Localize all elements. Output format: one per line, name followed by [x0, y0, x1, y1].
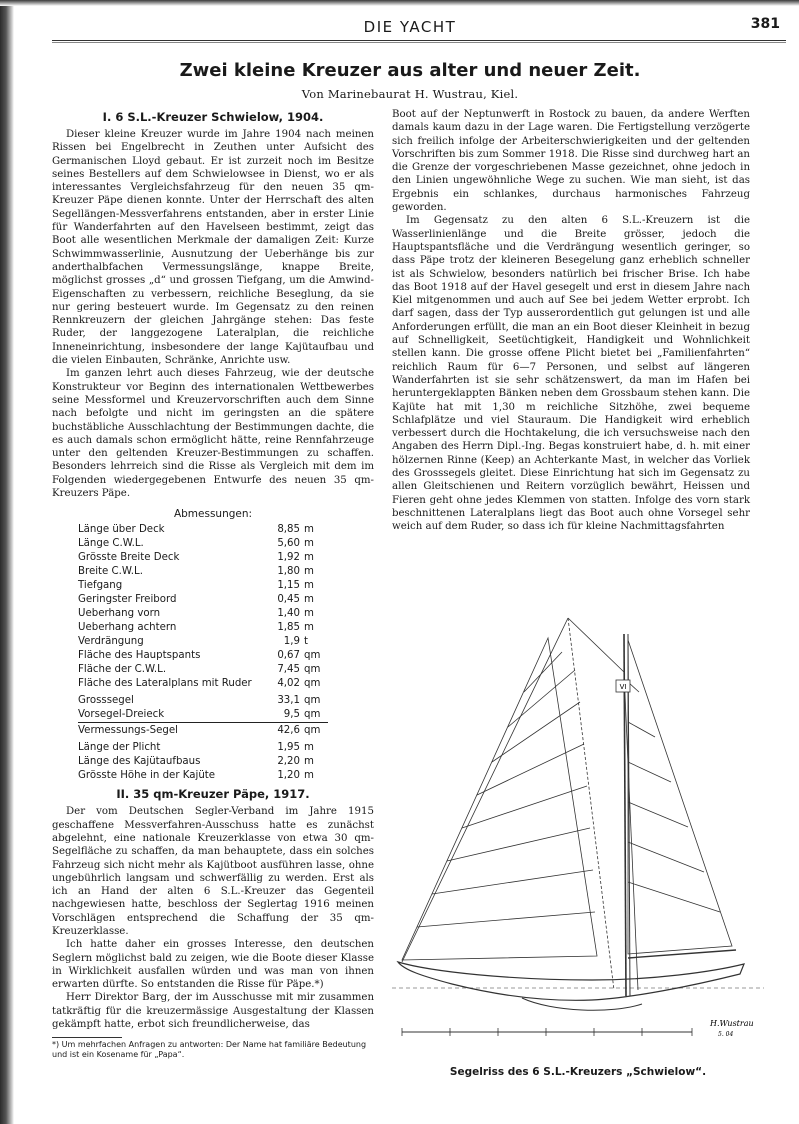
dimension-label: Grösste Höhe in der Kajüte: [78, 770, 216, 782]
scan-border-top: [0, 0, 799, 6]
dimension-row: [78, 523, 328, 537]
dimension-label: Grösste Breite Deck: [78, 552, 180, 564]
dimension-value: 7,45: [277, 664, 300, 676]
dimension-unit: qm: [304, 664, 321, 676]
sail-plan-drawing: [392, 612, 764, 1062]
header-rule: [52, 40, 786, 43]
dimension-unit: qm: [304, 678, 321, 690]
main-sail: [628, 640, 732, 954]
dimension-value: 1,85: [277, 622, 300, 634]
dimension-row: [78, 769, 328, 783]
dimension-label: Vermessungs-Segel: [78, 723, 256, 739]
signature-date: 5. 04: [718, 1031, 734, 1038]
dimension-row: [78, 738, 328, 755]
dimension-label: Länge des Kajütaufbaus: [78, 756, 201, 768]
dimensions-heading: Abmessungen:: [173, 508, 253, 521]
dimension-unit: qm: [304, 695, 321, 707]
dimension-value: 33,1: [277, 695, 300, 707]
left-column: [52, 108, 374, 1060]
dimension-row: [78, 708, 328, 723]
dimension-label: Tiefgang: [78, 580, 123, 592]
dimension-value: 1,40: [277, 608, 300, 620]
sail-plan-figure: [392, 612, 764, 1082]
page-header: [40, 14, 780, 40]
figure-caption: Segelriss des 6 S.L.-Kreuzers „Schwielow“.: [449, 1066, 707, 1078]
dimension-value: 1,9: [283, 636, 300, 648]
dimension-unit: m: [304, 594, 314, 606]
dimension-unit: m: [304, 608, 314, 620]
body-paragraph: Der vom Deutschen Segler-Verband im Jahre 1915 geschaffene Messverfahren-Ausschuss hatte es zunächst abgelehnt, eine nationale Kreuzerklasse von etwa 30 qm-Segelfläche zu schaffen, da man behauptete, dass ein solches Fahrzeug sich nicht mehr als Kajütboot ausführen lasse, ohne ungebührlich langsam und schwerfällig zu werden. Erst als ich an Hand der alten 6 S.L.-Kreuzer das Gegenteil nachgewiesen hatte, beschloss der Seglertag 1916 meinen Vorschlägen entsprechend die Schaffung der 35 qm-Kreuzerklasse.: [52, 806, 374, 937]
dimension-row: [78, 621, 328, 635]
body-paragraph: Im Gegensatz zu den alten 6 S.L.-Kreuzern ist die Wasserlinienlänge und die Breite grösser, jedoch die Hauptspantsfläche und die Verdrängung wesentlich geringer, so dass Päpe trotz der kleineren Besegelung ganz erheblich schneller ist als Schwielow, besonders natürlich bei frischer Brise. Ich habe das Boot 1918 auf der Havel gesegelt und erst in diesem Jahre nach Kiel mitgenommen und auch auf See bei jedem Wetter erprobt. Ich darf sagen, dass der Typ ausserordentlich gut gelungen ist und alle Anforderungen erfüllt, die man an ein Boot dieser Kleinheit in bezug auf Schnelligkeit, Seetüchtigkeit, Handigkeit und Wohnlichkeit stellen kann. Die grosse offene Plicht bietet bei „Familienfahrten“ reichlich Raum für 6—7 Personen, und selbst auf längeren Wanderfahrten ist sie sehr schätzenswert, da man im Hafen bei heruntergeklappten Bänken neben dem Grossbaum stehen kann. Die Kajüte hat mit 1,30 m reichliche Sitzhöhe, zwei bequeme Schlafplätze und viel Stauraum. Die Handigkeit wird erheblich verbessert durch die Hochtakelung, die ich versuchsweise nach den Angaben des Herrn Dipl.-Ing. Begas konstruiert habe, d. h. mit einer hölzernen Rinne (Keep) an Achterkante Mast, in welcher das Vorliek des Grosssegels gleitet. Diese Einrichtung hat sich im Gegensatz zu allen Gleitschienen und Reitern vorzüglich bewährt, Heissen und Fieren geht ohne jedes Klemmen von statten. Infolge des vorn stark beschnittenen Lateralplans liegt das Boot auch ohne Vorsegel sehr weich auf dem Ruder, so dass ich für kleine Nachmittagsfahrten: [392, 215, 750, 533]
body-paragraph: Dieser kleine Kreuzer wurde im Jahre 1904 nach meinen Rissen bei Engelbrecht in Zeuthen unter Aufsicht des Germanischen Lloyd gebaut. Er ist zurzeit noch im Besitze seines Bestellers auf dem Schwielowsee in Dienst, wo er als interessantes Vergleichsfahrzeug für den neuen 35 qm-Kreuzer Päpe dienen konnte. Unter der Herrschaft des alten Segellängen-Messverfahrens entstanden, aber in erster Linie für Wanderfahrten auf den Havelseen bestimmt, zeigt das Boot alle wesentlichen Merkmale der damaligen Zeit: Kurze Schwimmwasserlinie, Ausnutzung der Ueberhänge bis zur anderthalbfachen Vermessungslänge, knappe Breite, möglichst grosses „d“ und grossen Tiefgang, um die Amwind-Eigenschaften zu verbessern, reichliche Beseglung, da sie nur gering besteuert wurde. Im Gegensatz zu den reinen Rennkreuzern der gleichen Jahrgänge stehen: Das feste Ruder, der langgezogene Lateralplan, die reichliche Inneneinrichtung, insbesondere der lange Kajütaufbau und die vielen Einbauten, Schränke, Anrichte usw.: [52, 129, 374, 367]
body-paragraph: Boot auf der Neptunwerft in Rostock zu bauen, da andere Werften damals kaum dazu in der Lage waren. Die Fertigstellung verzögerte sich freilich infolge der Arbeiterschwierigkeiten und der geltenden Vorschriften bis zum Sommer 1918. Die Risse sind durchweg hart an die Grenze der vorgeschriebenen Masse gezeichnet, ohne jedoch in den Linien ungewöhnliche Wege zu suchen. Wie man sieht, ist das Ergebnis ein schlankes, durchaus harmonisches Fahrzeug geworden.: [392, 109, 750, 214]
section-heading-schwielow: I. 6 S.L.-Kreuzer Schwielow, 1904.: [102, 110, 324, 124]
dimension-value: 0,45: [277, 594, 300, 606]
footnote-rule: [52, 1037, 122, 1038]
dimensions-block: [52, 508, 374, 783]
sail-number: VI: [619, 683, 627, 691]
dimension-value: 1,92: [277, 552, 300, 564]
dimension-unit: qm: [304, 650, 321, 662]
dimension-row: [78, 635, 328, 649]
body-paragraph: Herr Direktor Barg, der im Ausschusse mit mir zusammen tatkräftig für die kreuzermässige Ausgestaltung der Klassen gekämpft hatte, erbot sich freundlicherweise, das: [52, 992, 374, 1031]
scan-border-left: [0, 0, 14, 1124]
article-byline: Von Marinebaurat H. Wustrau, Kiel.: [301, 87, 519, 101]
dimension-label: Vorsegel-Dreieck: [78, 709, 165, 721]
section-heading-paepe: II. 35 qm-Kreuzer Päpe, 1917.: [116, 787, 310, 802]
article-title: Zwei kleine Kreuzer aus alter und neuer Zeit.: [179, 60, 641, 81]
dimension-row: [78, 723, 328, 739]
body-paragraph: Im ganzen lehrt auch dieses Fahrzeug, wie der deutsche Konstrukteur vor Beginn des internationalen Wettbewerbes seine Messformel und Kreuzervorschriften auch dem Sinne nach befolgte und nicht im geringsten an die spätere buchstäbliche Ausschlachtung der Bestimmungen dachte, die es auch damals schon ermöglicht hätte, reine Rennfahrzeuge unter den geltenden Kreuzer-Bestimmungen zu schaffen. Besonders lehrreich sind die Risse als Vergleich mit dem im Folgenden wiedergegebenen Entwurfe des neuen 35 qm-Kreuzers Päpe.: [52, 368, 374, 500]
dimension-label: Ueberhang achtern: [78, 622, 177, 634]
dimension-value: 1,15: [277, 580, 300, 592]
dimension-value: 0,67: [277, 650, 300, 662]
dimension-value: 42,6: [256, 723, 304, 739]
footnote: *) Um mehrfachen Anfragen zu antworten: Der Name hat familiäre Bedeutung und ist ein Kosename für „Papa“.: [52, 1040, 367, 1060]
dimension-unit: m: [304, 622, 314, 634]
page-number: 381: [750, 16, 780, 32]
dimension-label: Fläche des Hauptspants: [78, 650, 201, 662]
dimension-unit: m: [304, 756, 314, 768]
dimension-row: [78, 551, 328, 565]
dimension-row: [78, 579, 328, 593]
jib-sail: [402, 638, 597, 960]
dimension-unit: m: [304, 552, 314, 564]
dimension-label: Fläche des Lateralplans mit Ruder: [78, 678, 252, 690]
dimension-row: [78, 755, 328, 769]
dimension-label: Breite C.W.L.: [78, 566, 143, 578]
right-column: [392, 108, 750, 534]
dimension-row: [78, 677, 328, 691]
dimension-row: [78, 663, 328, 677]
draftsman-signature: H.Wustrau: [710, 1019, 754, 1028]
dimension-label: Grosssegel: [78, 695, 134, 707]
dimension-unit: m: [304, 524, 314, 536]
dimension-value: 9,5: [283, 709, 300, 721]
dimension-row: [78, 649, 328, 663]
dimension-value: 8,85: [277, 524, 300, 536]
dimension-unit: m: [304, 742, 314, 754]
dimension-value: 1,95: [277, 742, 300, 754]
dimension-row: [78, 565, 328, 579]
dimension-unit: m: [304, 538, 314, 550]
dimension-label: Fläche der C.W.L.: [78, 664, 167, 676]
dimension-unit: m: [304, 580, 314, 592]
dimension-value: 2,20: [277, 756, 300, 768]
dimension-row: [78, 593, 328, 607]
dimension-value: 1,80: [277, 566, 300, 578]
dimension-unit: qm: [304, 709, 321, 721]
dimension-label: Ueberhang vorn: [78, 608, 161, 620]
running-head: DIE YACHT: [363, 18, 457, 36]
dimension-unit: t: [304, 636, 308, 648]
dimension-label: Geringster Freibord: [78, 594, 177, 606]
dimension-label: Länge C.W.L.: [78, 538, 144, 550]
dimension-unit: qm: [304, 723, 328, 739]
dimension-value: 1,20: [277, 770, 300, 782]
body-paragraph: Ich hatte daher ein grosses Interesse, den deutschen Seglern möglichst bald zu zeigen, wie die Boote dieser Klasse in Wirklichkeit ausfallen würden und was man von ihnen erwarten dürfte. So entstanden die Risse für Päpe.*): [52, 939, 374, 991]
dimension-label: Verdrängung: [78, 636, 144, 648]
dimensions-table: [78, 523, 328, 783]
dimension-row: [78, 607, 328, 621]
dimension-value: 4,02: [277, 678, 300, 690]
dimension-unit: m: [304, 566, 314, 578]
dimension-unit: m: [304, 770, 314, 782]
dimension-row: [78, 537, 328, 551]
dimension-label: Länge der Plicht: [78, 742, 161, 754]
dimension-row: [78, 691, 328, 708]
dimension-label: Länge über Deck: [78, 524, 165, 536]
dimension-value: 5,60: [277, 538, 300, 550]
